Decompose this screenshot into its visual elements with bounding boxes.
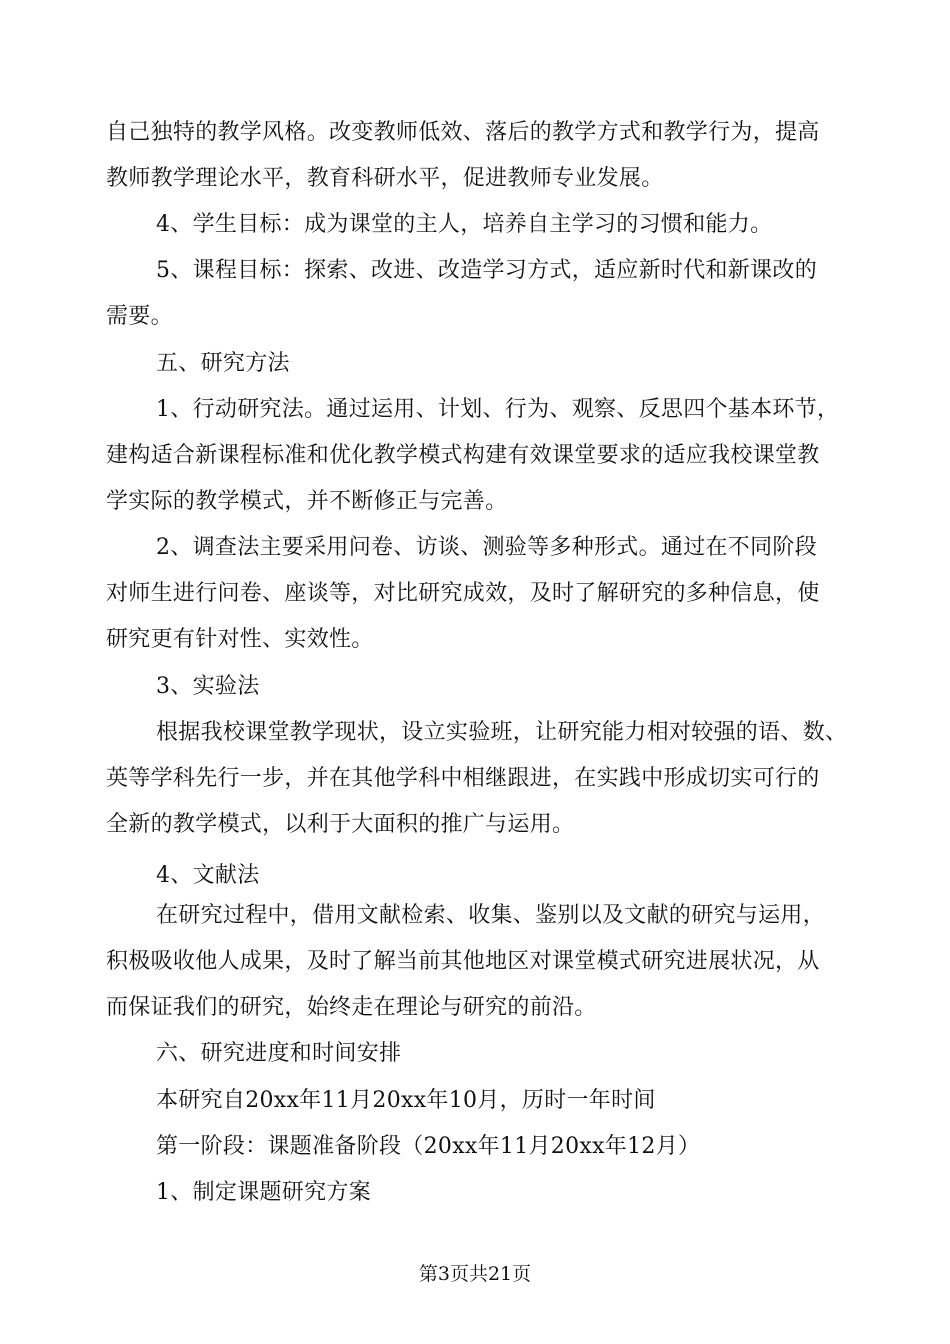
body-text-line: 本研究自20xx年11月20xx年10月，历时一年时间 — [156, 1088, 656, 1113]
list-item-plan: 1、制定课题研究方案 — [156, 1180, 371, 1205]
body-text-line: 积极吸收他人成果，及时了解当前其他地区对课堂模式研究进展状况，从 — [106, 949, 820, 974]
list-item-course-goal: 5、课程目标：探索、改进、改造学习方式，适应新时代和新课改的 — [156, 258, 817, 283]
body-text-line: 根据我校课堂教学现状，设立实验班，让研究能力相对较强的语、数、 — [156, 720, 848, 745]
phase-heading: 第一阶段：课题准备阶段（20xx年11月20xx年12月） — [156, 1134, 701, 1159]
page-number-footer: 第3页共21页 — [418, 1263, 532, 1285]
body-text-line: 需要。 — [106, 304, 173, 329]
list-item-experiment-method: 3、实验法 — [156, 674, 260, 699]
body-text-line: 英等学科先行一步，并在其他学科中相继跟进，在实践中形成切实可行的 — [106, 766, 820, 791]
list-item-action-research: 1、行动研究法。通过运用、计划、行为、观察、反思四个基本环节， — [156, 397, 840, 422]
body-text-line: 学实际的教学模式，并不断修正与完善。 — [106, 489, 508, 514]
body-text-line: 对师生进行问卷、座谈等，对比研究成效，及时了解研究的多种信息，使 — [106, 581, 820, 606]
body-text-line: 而保证我们的研究，始终走在理论与研究的前沿。 — [106, 995, 597, 1020]
body-text-line: 研究更有针对性、实效性。 — [106, 627, 374, 652]
body-text-line: 自己独特的教学风格。改变教师低效、落后的教学方式和教学行为，提高 — [106, 120, 820, 145]
body-text-line: 教师教学理论水平，教育科研水平，促进教师专业发展。 — [106, 166, 664, 191]
list-item-student-goal: 4、学生目标：成为课堂的主人，培养自主学习的习惯和能力。 — [156, 212, 773, 237]
body-text-line: 建构适合新课程标准和优化教学模式构建有效课堂要求的适应我校课堂教 — [106, 443, 820, 468]
section-heading-schedule: 六、研究进度和时间安排 — [156, 1041, 402, 1066]
list-item-survey-method: 2、调查法主要采用问卷、访谈、测验等多种形式。通过在不同阶段 — [156, 535, 817, 560]
body-text-line: 在研究过程中，借用文献检索、收集、鉴别以及文献的研究与运用， — [156, 903, 826, 928]
body-text-line: 全新的教学模式，以利于大面积的推广与运用。 — [106, 812, 575, 837]
list-item-literature-method: 4、文献法 — [156, 863, 260, 888]
section-heading-methods: 五、研究方法 — [156, 351, 290, 376]
